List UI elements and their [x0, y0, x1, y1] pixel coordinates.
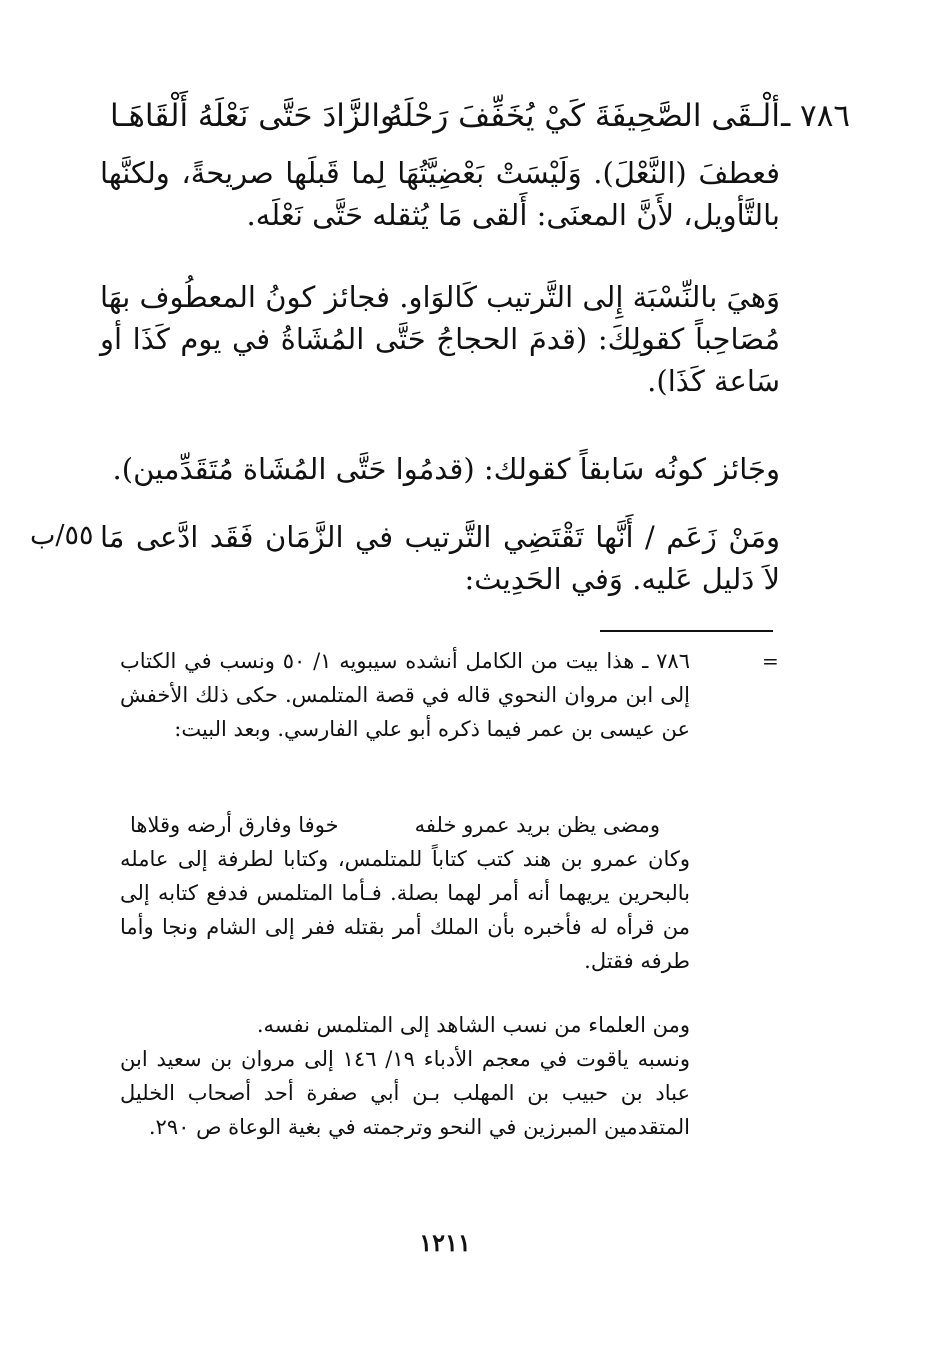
footnote-paragraph-4: ونسبه ياقوت في معجم الأدباء ١٩/ ١٤٦ إلى مروان بن سعيد ابن عباد بن حبيب بن المهلب بـن أبي صفرة أحد أصحاب الخليل المتقدمين المبرزين في النحو وترجمته في بغية الوعاة ص ٢٩٠.	[120, 1047, 690, 1139]
paragraph-4: ومَنْ زَعَم / أَنَّها تَقْتَضِي التَّرتيب في الزَّمَان فَقَد ادَّعى مَا لاَ دَليل عَليه. وَفي الحَدِيث:	[100, 520, 780, 596]
footnote-continuation-mark: =	[762, 649, 779, 673]
footnote-paragraph-3: ومن العلماء من نسب الشاهد إلى المتلمس نفسه.	[256, 1013, 690, 1037]
footnote-verse-first-hemistich: ومضى يظن بريد عمرو خلفه	[414, 813, 660, 837]
verse-number: ٧٨٦ ـ	[781, 98, 850, 134]
verse-second-hemistich: والزَّادَ حَتَّى نَعْلَهُ أَلْقَاهَـا	[110, 98, 395, 134]
page-number: ١٢١١	[419, 1228, 471, 1257]
verse-line	[110, 88, 850, 144]
footnote-paragraph-1: ٧٨٦ ـ هذا بيت من الكامل أنشده سيبويه ١/ ٥٠ ونسب في الكتاب إلى ابن مروان النحوي قاله في قصة المتلمس. حكى ذلك الأخفش عن عيسى بن عمر فيما ذكره أبو علي الفارسي. وبعد البيت:	[120, 649, 690, 741]
footnote-paragraph-2: وكان عمرو بن هند كتب كتاباً للمتلمس، وكتابا لطرفة إلى عامله بالبحرين يريهما أنه أمر لهما بصلة. فـأما المتلمس فدفع كتابه إلى من قرأه له فأخبره بأن الملك أمر بقتله ففر إلى الشام ونجا وأما طرفه فقتل.	[120, 847, 690, 973]
paragraph-1: فعطفَ (النَّعْلَ). وَلَيْسَتْ بَعْضِيَّتُهَا لِما قَبلَها صريحةً، ولكنَّها بالتَّأويل، لأَنَّ المعنَى: أَلقى مَا يُثقله حَتَّى نَعْلَه.	[100, 156, 780, 232]
margin-folio-note: ٥٥/ب	[30, 520, 94, 551]
paragraph-2: وَهيَ بالنِّسْبَة إِلى التَّرتيب كَالوَاو. فجائز كونُ المعطُوف بهَا مُصَاحِباً كقولِكَ: (قدمَ الحجاجُ حَتَّى المُشَاةُ في يوم كَذَا أو سَاعة كَذَا).	[100, 280, 780, 398]
paragraph-3: وجَائز كونُه سَابقاً كقولك: (قدمُوا حَتَّى المُشَاة مُتَقَدِّمين).	[112, 452, 780, 486]
verse-first-hemistich: ألْـقَى الصَّحِيفَةَ كَيْ يُخَفِّفَ رَحْلَهُ	[387, 98, 780, 134]
footnote-separator	[600, 630, 773, 632]
footnote-verse-second-hemistich: خوفا وفارق أرضه وقلاها	[130, 813, 339, 837]
